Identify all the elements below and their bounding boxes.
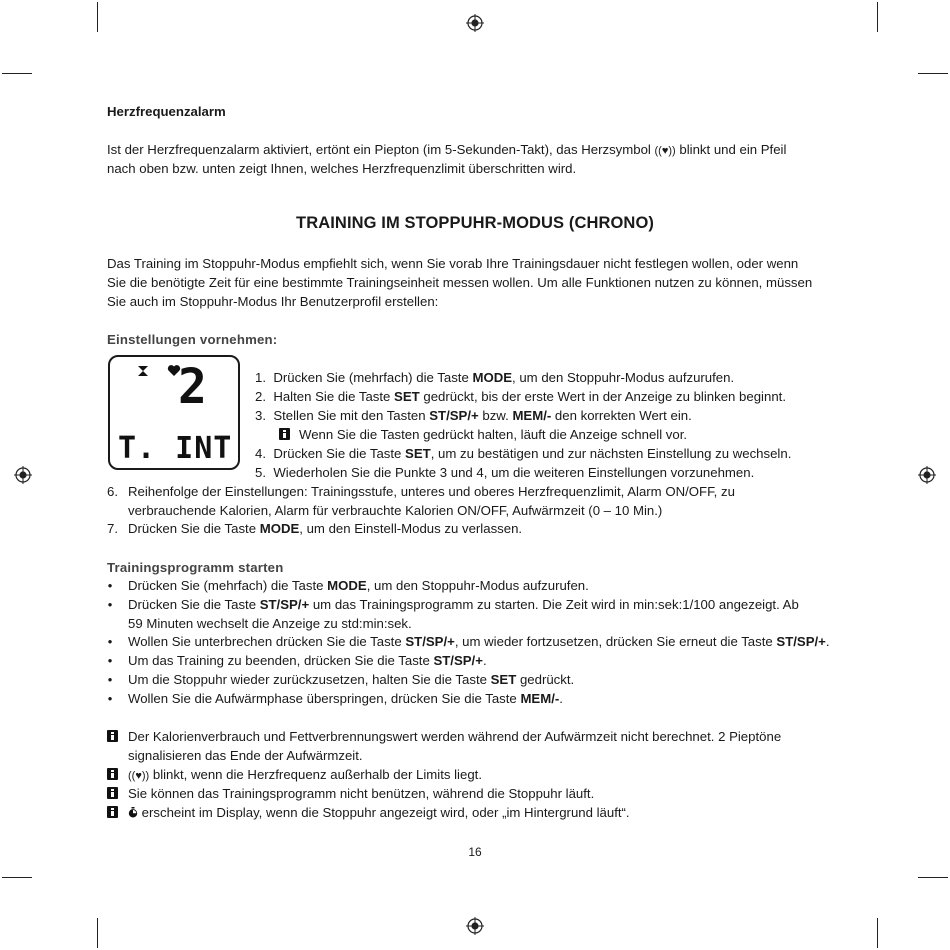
list-text: , um wieder fortzusetzen, drücken Sie erneut die Taste [454,634,777,649]
list-text: gedrückt. [516,672,575,687]
step-number: 1. [255,370,266,385]
list-text: . [825,634,830,649]
alarm-text-line [107,140,786,161]
note-text: erscheint im Display, wenn die Stoppuhr angezeigt wird, oder „im Hintergrund läuft“. [141,805,630,820]
step-item [255,387,786,406]
list-text: , um den Stoppuhr-Modus aufzurufen. [366,578,589,593]
bullet-icon: • [107,653,113,668]
list-item [128,576,589,595]
list-text: Drücken Sie die Taste [128,597,260,612]
registration-mark-icon [466,14,484,32]
heart-pulse-icon: ((♥)) [654,145,676,157]
note-text: Der Kalorienverbrauch und Fettverbrennungswert werden während der Aufwärmzeit nicht berechnet. 2 Pieptöne [128,729,782,744]
step-key: SET [394,389,420,404]
hourglass-icon [137,365,149,377]
crop-mark [918,73,948,74]
crop-mark [2,73,32,74]
list-key: SET [490,672,517,687]
info-icon [107,730,118,742]
alarm-heading: Herzfrequenzalarm [107,104,226,119]
step-text: Halten Sie die Taste [273,389,395,404]
bullet-icon: • [107,672,113,687]
step-text: Drücken Sie die Taste [273,446,406,461]
crop-mark [2,877,32,878]
alarm-text: blinkt und ein Pfeil [679,142,787,157]
step-text: Drücken Sie die Taste [128,521,260,536]
list-key: ST/SP/+ [433,653,483,668]
step-item [255,368,734,387]
step-key: SET [405,446,431,461]
info-icon [107,768,118,780]
stopwatch-icon [128,807,138,818]
step-number: 3. [255,408,266,423]
info-icon [279,428,290,440]
list-text: 59 Minuten wechselt die Anzeige zu std:min:sek. [128,616,412,631]
list-key: ST/SP/+ [776,634,826,649]
section-title: TRAINING IM STOPPUHR-MODUS (CHRONO) [296,214,654,232]
step-text: Reihenfolge der Einstellungen: Trainingsstufe, unteres und oberes Herzfrequenzlimit, Alarm ON/OFF, zu [128,484,735,499]
list-key: MODE [327,578,367,593]
step-text: , um zu bestätigen und zur nächsten Einstellung zu wechseln. [430,446,792,461]
list-item [128,670,574,689]
bullet-icon: • [107,597,113,612]
list-item [128,632,830,651]
bullet-icon: • [107,691,113,706]
step-number: 5. [255,465,266,480]
step-item [255,463,754,482]
bullet-icon: • [107,634,113,649]
note-text: Sie können das Trainingsprogramm nicht benützen, während die Stoppuhr läuft. [128,786,595,801]
intro-line: Sie auch im Stoppuhr-Modus Ihr Benutzerprofil erstellen: [107,294,439,309]
list-key: ST/SP/+ [259,597,310,612]
step-text: verbrauchende Kalorien, Alarm für verbrauchte Kalorien ON/OFF, Aufwärmzeit (0 – 10 Min.) [128,503,663,518]
note-item [128,765,482,786]
step-key: MODE [259,521,300,536]
step-item [255,444,791,463]
step-text: , um den Stoppuhr-Modus aufzurufen. [512,370,735,385]
settings-heading: Einstellungen vornehmen: [107,332,278,347]
display-top-digit: 2 [178,359,207,415]
intro-line: Sie die benötigte Zeit für eine bestimmte Trainingseinheit messen wollen. Um alle Funktionen nutzen zu können, müssen [107,275,813,290]
step-number: 6. [107,484,118,499]
step-item [255,406,692,425]
list-text: Um das Training zu beenden, drücken Sie die Taste [128,653,434,668]
page-number: 16 [468,845,482,859]
intro-line: Das Training im Stoppuhr-Modus empfiehlt sich, wenn Sie vorab Ihre Trainingsdauer nicht festlegen wollen, oder wenn [107,256,799,271]
crop-mark [877,918,878,948]
alarm-text-line: nach oben bzw. unten zeigt Ihnen, welches Herzfrequenzlimit überschritten wird. [107,161,577,176]
info-icon [107,806,118,818]
registration-mark-icon [466,917,484,935]
info-icon [107,787,118,799]
step-item [128,519,522,538]
note-item [128,803,630,822]
step-text: Stellen Sie mit den Tasten [273,408,430,423]
list-text: . [482,653,487,668]
step-text: Drücken Sie (mehrfach) die Taste [273,370,473,385]
note-text: blinkt, wenn die Herzfrequenz außerhalb der Limits liegt. [152,767,482,782]
crop-mark [918,877,948,878]
alarm-text: Ist der Herzfrequenzalarm aktiviert, ertönt ein Piepton (im 5-Sekunden-Takt), das Herzsymbol [107,142,651,157]
list-text: Drücken Sie (mehrfach) die Taste [128,578,328,593]
step-text: gedrückt, bis der erste Wert in der Anzeige zu blinken beginnt. [419,389,786,404]
step-text: den korrekten Wert ein. [551,408,692,423]
step-number: 7. [107,521,118,536]
list-text: um das Trainingsprogramm zu starten. Die Zeit wird in min:sek:1/100 angezeigt. Ab [309,597,799,612]
bullet-icon: • [107,578,113,593]
list-item [128,651,487,670]
list-key: ST/SP/+ [405,634,455,649]
step-key: ST/SP/+ [429,408,479,423]
crop-mark [97,2,98,32]
step-number: 4. [255,446,266,461]
note-text: signalisieren das Ende der Aufwärmzeit. [128,748,363,763]
watch-display-illustration [108,355,240,470]
step-number: 2. [255,389,266,404]
heart-pulse-icon: ((♥)) [128,770,150,782]
list-item [128,595,799,614]
crop-mark [877,2,878,32]
step-note: Wenn Sie die Tasten gedrückt halten, läuft die Anzeige schnell vor. [299,427,688,442]
list-text: Wollen Sie die Aufwärmphase überspringen, drücken Sie die Taste [128,691,521,706]
program-heading: Trainingsprogramm starten [107,560,284,575]
list-item [128,689,563,708]
crop-mark [97,918,98,948]
list-text: . [559,691,563,706]
registration-mark-icon [918,466,936,484]
step-text: , um den Einstell-Modus zu verlassen. [299,521,523,536]
list-key: MEM/- [520,691,560,706]
step-text: bzw. [478,408,513,423]
step-text: Wiederholen Sie die Punkte 3 und 4, um die weiteren Einstellungen vorzunehmen. [273,465,755,480]
display-bottom-text: T. INT [118,431,233,466]
list-text: Wollen Sie unterbrechen drücken Sie die Taste [128,634,406,649]
step-key: MEM/- [512,408,552,423]
registration-mark-icon [14,466,32,484]
step-key: MODE [472,370,513,385]
list-text: Um die Stoppuhr wieder zurückzusetzen, halten Sie die Taste [128,672,491,687]
